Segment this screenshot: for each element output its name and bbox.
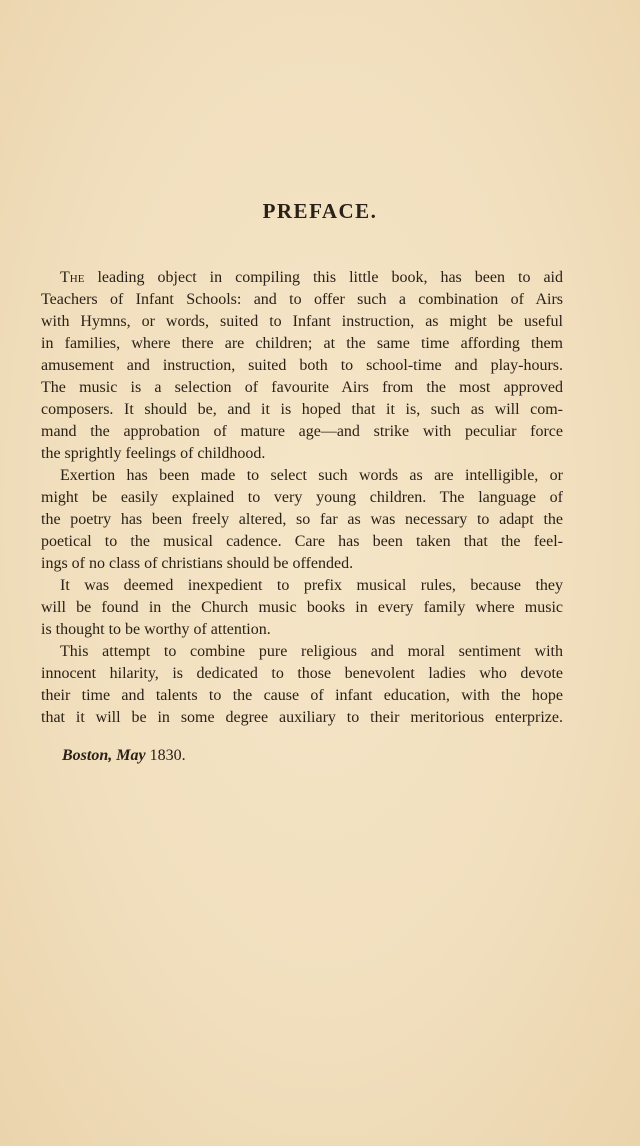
text-line: amusement and instruction, suited both to school-time and play-hours. bbox=[41, 357, 563, 374]
text-line: The music is a selection of favourite Airs from the most approved bbox=[41, 379, 563, 396]
paragraph-2 bbox=[41, 465, 563, 575]
text-line: Teachers of Infant Schools: and to offer such a combination of Airs bbox=[41, 291, 563, 308]
text-line: This attempt to combine pure religious and moral sentiment with bbox=[60, 643, 563, 660]
lead-word: The bbox=[60, 269, 85, 286]
text-line: It was deemed inexpedient to prefix musical rules, because they bbox=[60, 577, 563, 594]
paragraph-3 bbox=[41, 575, 563, 641]
signature-place: Boston, May bbox=[62, 747, 146, 764]
text-line: will be found in the Church music books in every family where music bbox=[41, 599, 563, 616]
paragraph-1 bbox=[41, 267, 563, 465]
signature-line bbox=[62, 745, 186, 767]
text-line: Exertion has been made to select such words as are intelligible, or bbox=[60, 467, 563, 484]
signature-year: 1830. bbox=[149, 747, 186, 764]
text-line: ings of no class of christians should be offended. bbox=[41, 555, 354, 572]
text-line: might be easily explained to very young children. The language of bbox=[41, 489, 563, 506]
text-line: that it will be in some degree auxiliary to their meritorious enterprize. bbox=[41, 709, 563, 726]
text-line: composers. It should be, and it is hoped that it is, such as will com- bbox=[41, 401, 563, 418]
page-title: PREFACE. bbox=[262, 199, 378, 223]
text-line: the poetry has been freely altered, so far as was necessary to adapt the bbox=[41, 511, 563, 528]
text-line: mand the approbation of mature age—and strike with peculiar force bbox=[41, 423, 563, 440]
paragraph-4 bbox=[41, 641, 563, 729]
text-line: is thought to be worthy of attention. bbox=[41, 621, 271, 638]
text-line: the sprightly feelings of childhood. bbox=[41, 445, 266, 462]
text-line: in families, where there are children; at the same time affording them bbox=[41, 335, 563, 352]
text-line: innocent hilarity, is dedicated to those benevolent ladies who devote bbox=[41, 665, 563, 682]
text-line: with Hymns, or words, suited to Infant instruction, as might be useful bbox=[41, 313, 563, 330]
text-line bbox=[41, 267, 563, 289]
text-line: their time and talents to the cause of infant education, with the hope bbox=[41, 687, 563, 704]
line-text: leading object in compiling this little book, has been to aid bbox=[84, 269, 563, 286]
text-line: poetical to the musical cadence. Care has been taken that the feel- bbox=[41, 533, 563, 550]
preface-text bbox=[41, 267, 563, 729]
